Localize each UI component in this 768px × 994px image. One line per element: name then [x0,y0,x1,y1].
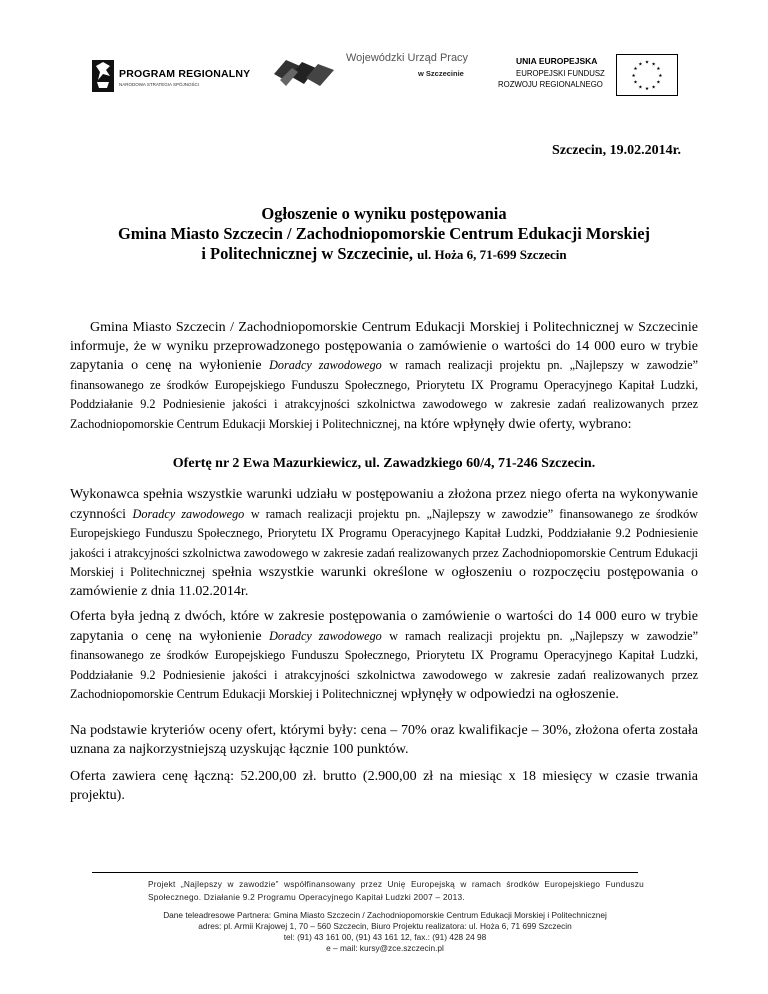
ue-line1: UNIA EUROPEJSKA [516,56,598,66]
footer-contact-line-3: tel: (91) 43 161 00, (91) 43 161 12, fax.: (91) 428 24 98 [283,932,487,942]
p1-role: Doradcy zawodowego [269,358,382,372]
svg-text:★: ★ [658,73,663,79]
svg-text:★: ★ [644,87,650,93]
ue-logo [498,54,688,100]
paragraph-1 [70,319,698,434]
footer-contact-line-1: Dane teleadresowe Partnera: Gmina Miasto Szczecin / Zachodniopomorskie Centrum Edukacji Morskiej i Politechnicznej [163,910,607,920]
title-line-3-text: i Politechnicznej w Szczecinie, [201,244,414,263]
svg-text:★: ★ [644,60,650,66]
program-logo-title: PROGRAM REGIONALNY [119,68,251,80]
svg-text:★: ★ [638,85,643,91]
p2-role: Doradcy zawodowego [132,506,245,521]
document-date: Szczecin, 19.02.2014r. [552,143,681,158]
program-logo-subtitle: NARODOWA STRATEGIA SPÓJNOŚCI [119,82,200,87]
footer-contact [80,910,690,954]
ue-line2: EUROPEJSKI FUNDUSZ [516,69,605,78]
ue-line3: ROZWOJU REGIONALNEGO [498,80,603,89]
title-line-1: Ogłoszenie o wyniku postępowania [261,204,507,223]
svg-text:★: ★ [633,67,638,73]
p3-project: w ramach realizacji projektu pn. „Najlepszy w zawodzie” finansowanego ze środków Europejskiego Funduszu Społecznego, Priorytetu IX Programu Operacyjnego Kapitał Ludzki, Poddziałanie 9.2 Podniesienie jakości i atrakcyjności szkolnictwa zawodowego w zakresie zadań realizowanych przez Zachodniopomorskie Centrum Edukacji Morskiej i Politechnicznej [70,628,699,701]
p1-conclusion: na które wpłynęły dwie oferty, wybrano: [403,416,632,432]
paragraph-2 [70,486,698,601]
title-address: ul. Hoża 6, 71-699 Szczecin [417,247,567,262]
svg-text:★: ★ [656,67,661,73]
svg-text:★: ★ [638,62,643,68]
wup-logo [272,48,482,98]
selected-offer: Ofertę nr 2 Ewa Mazurkiewicz, ul. Zawadzkiego 60/4, 71-246 Szczecin. [172,456,596,471]
footer-project-note: Projekt „Najlepszy w zawodzie” współfinansowany przez Unię Europejską w ramach środków Europejskiego Funduszu Społecznego. Działanie 9.2 Programu Operacyjnego Kapitał Ludzki 2007 – 2013. [148,879,644,902]
p3-role: Doradcy zawodowego [269,628,382,643]
p1-project: w ramach realizacji projektu pn. „Najlepszy w zawodzie” finansowanego ze środków Europejskiego Funduszu Społecznego, Priorytetu IX Programu Operacyjnego Kapitał Ludzki, Poddziałanie 9.2 Podniesienie jakości i atrakcyjności szkolnictwa zawodowego w zakresie zadań realizowanych przez Zachodniopomorskie Centrum Edukacji Morskiej i Politechnicznej, [70,358,699,431]
svg-text:★: ★ [631,73,636,79]
p2-intro: Wykonawca spełnia wszystkie warunki udziału w postępowaniu a złożona przez niego oferta na wykonywanie czynności [70,487,698,522]
wup-city: w Szczecinie [418,69,464,78]
title-line-3 [0,244,768,265]
p3-intro: Oferta była jedną z dwóch, które w zakresie postępowania o zamówienie o wartości do 14 000 euro w trybie zapytania o cenę na wyłonienie [70,609,698,644]
paragraph-5: Oferta zawiera cenę łączną: 52.200,00 zł. brutto (2.900,00 zł na miesiąc x 18 miesięcy w czasie trwania projektu). [70,769,698,803]
paragraph-3 [70,608,698,705]
footer-divider [92,872,638,873]
svg-text:★: ★ [651,85,656,91]
p1-intro: Gmina Miasto Szczecin / Zachodniopomorskie Centrum Edukacji Morskiej i Politechnicznej w Szczecinie informuje, że w wyniku przeprowadzonego postępowania o zamówienie o wartości do 14 000 euro w trybie zapytania o cenę na wyłonienie [70,320,698,373]
program-regionalny-logo [92,58,251,98]
footer-contact-line-4: e – mail: kursy@zce.szczecin.pl [326,943,444,953]
svg-text:★: ★ [656,80,661,86]
p3-conclusion: wpłynęły w odpowiedzi na ogłoszenie. [400,687,619,702]
svg-text:★: ★ [651,62,656,68]
footer-contact-line-2: adres: pl. Armii Krajowej 1, 70 – 560 Szczecin, Biuro Projektu realizatora: ul. Hoża 6, 71 699 Szczecin [198,921,572,931]
paragraph-4: Na podstawie kryteriów oceny ofert, którymi były: cena – 70% oraz kwalifikacje – 30%, złożona oferta została uznana za najkorzystniejszą uzyskując łącznie 100 punktów. [70,723,698,757]
program-regionalny-emblem-icon [92,60,114,92]
wup-name: Wojewódzki Urząd Pracy [346,52,469,64]
title-line-2: Gmina Miasto Szczecin / Zachodniopomorskie Centrum Edukacji Morskiej [117,224,651,243]
svg-text:★: ★ [633,80,638,86]
p2-conclusion: spełnia wszystkie warunki określone w ogłoszeniu o rozpoczęciu postępowania o zamówienie z dnia 11.02.2014r. [70,565,699,599]
p2-project: w ramach realizacji projektu pn. „Najlepszy w zawodzie” finansowanego ze środków Europejskiego Funduszu Społecznego, Priorytetu IX Programu Operacyjnego Kapitał Ludzki, Poddziałanie 9.2 Podniesienie jakości i atrakcyjności szkolnictwa zawodowego w zakresie zadań realizowanych przez Zachodniopomorskie Centrum Edukacji Morskiej i Politechnicznej [70,506,699,579]
eu-flag-icon [616,54,678,96]
wup-emblem-icon [272,54,340,88]
